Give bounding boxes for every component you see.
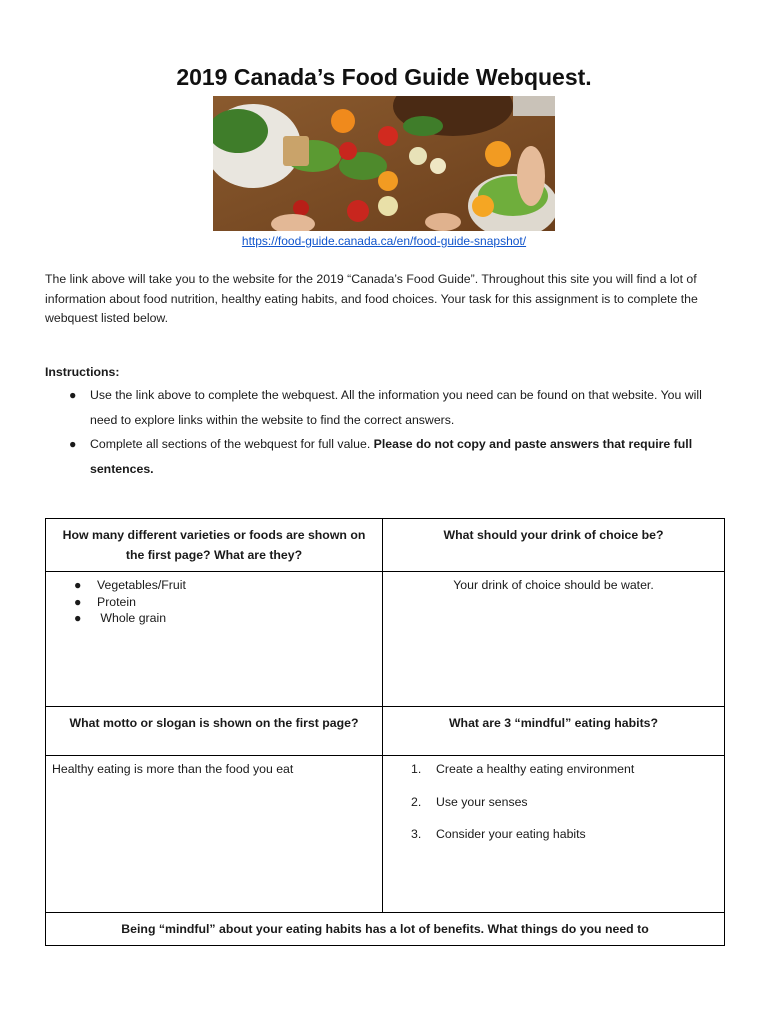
question-varieties: How many different varieties or foods are shown on the first page? What are they?	[46, 519, 383, 572]
bullet-icon: ●	[74, 578, 82, 592]
answer-drink[interactable]: Your drink of choice should be water.	[383, 572, 725, 707]
question-row	[46, 913, 725, 946]
list-item: 2. Use your senses	[411, 794, 528, 809]
list-item: ● Vegetables/Fruit	[74, 578, 186, 592]
instruction-item: ● Complete all sections of the webquest for full value. Please do not copy and paste answers that require full sentences.	[45, 432, 725, 481]
instructions-list	[45, 383, 725, 481]
answer-row	[46, 572, 725, 707]
food-guide-link[interactable]: https://food-guide.canada.ca/en/food-guide-snapshot/	[241, 234, 527, 248]
webquest-table	[45, 518, 725, 946]
instructions-heading: Instructions:	[45, 365, 120, 379]
bullet-icon: ●	[74, 611, 82, 625]
bullet-icon: ●	[69, 388, 77, 402]
instruction-item: ● Use the link above to complete the webquest. All the information you need can be found on that website. You will need to explore links within the website to find the correct answers.	[45, 383, 725, 432]
list-item: 1. Create a healthy eating environment	[411, 762, 635, 776]
question-mindful-benefits: Being “mindful” about your eating habits has a lot of benefits. What things do you need to	[46, 913, 725, 946]
question-mindful-habits: What are 3 “mindful” eating habits?	[383, 707, 725, 756]
food-photo	[213, 96, 555, 231]
answer-motto[interactable]: Healthy eating is more than the food you eat	[46, 756, 383, 913]
answer-mindful-habits[interactable]	[383, 756, 725, 913]
document-title: 2019 Canada’s Food Guide Webquest.	[176, 64, 592, 90]
answer-varieties[interactable]	[46, 572, 383, 707]
list-item: ● Whole grain	[74, 611, 167, 625]
question-drink: What should your drink of choice be?	[383, 519, 725, 572]
question-motto: What motto or slogan is shown on the first page?	[46, 707, 383, 756]
list-item: ● Protein	[74, 594, 136, 609]
list-item: 3. Consider your eating habits	[411, 827, 586, 841]
answer-row	[46, 756, 725, 913]
question-row	[46, 707, 725, 756]
intro-paragraph: The link above will take you to the website for the 2019 “Canada’s Food Guide”. Throughout this site you will find a lot of information about food nutrition, healthy eating habits, and food choices. Your task for this assignment is to complete the webquest listed below.	[45, 272, 698, 325]
bullet-icon: ●	[69, 437, 77, 451]
question-row	[46, 519, 725, 572]
bullet-icon: ●	[74, 594, 82, 609]
